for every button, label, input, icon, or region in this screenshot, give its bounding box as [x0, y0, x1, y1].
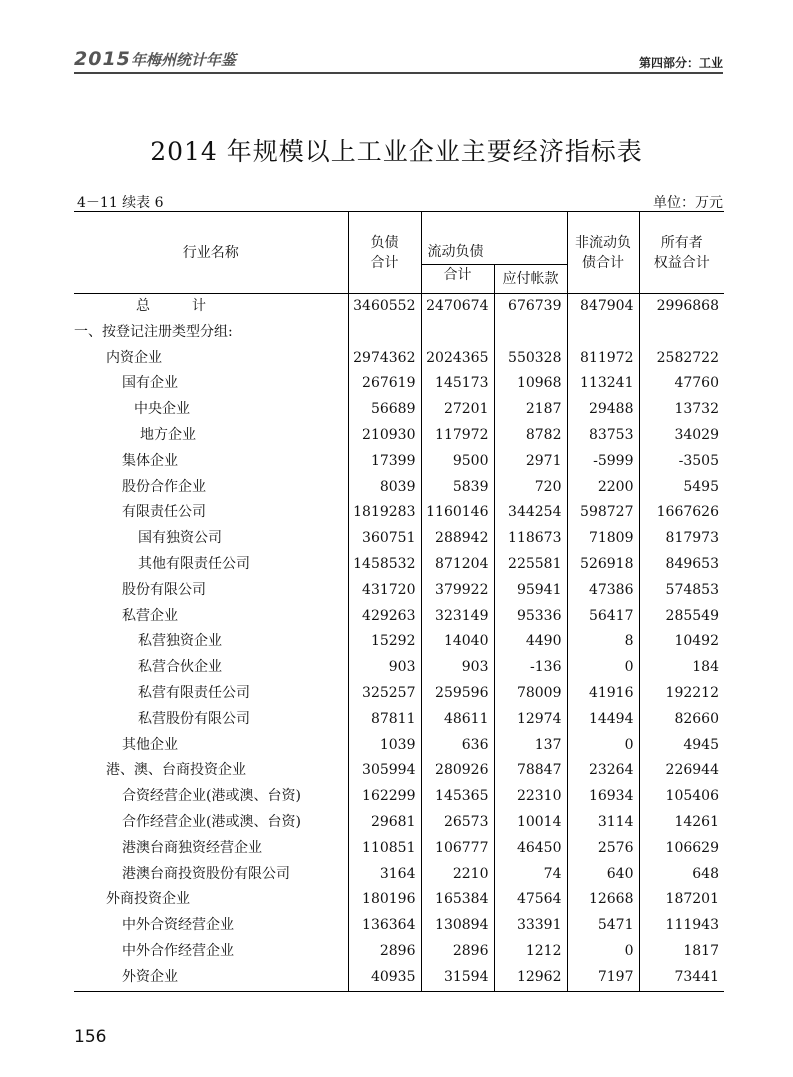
row-name: 港澳台商独资经营企业 [122, 839, 262, 856]
row-value: 10492 [639, 629, 724, 655]
table-row [74, 449, 724, 475]
row-value: 145365 [421, 784, 494, 810]
table-row [74, 500, 724, 526]
row-value: 2896 [348, 939, 421, 965]
row-value: 3164 [348, 862, 421, 888]
row-name: 其他企业 [122, 736, 178, 753]
row-value: 526918 [567, 552, 639, 578]
table-row [74, 371, 724, 397]
row-value: 34029 [639, 423, 724, 449]
row-value: 47564 [494, 887, 567, 913]
row-value: 903 [421, 655, 494, 681]
table-row [74, 836, 724, 862]
row-value: 2576 [567, 836, 639, 862]
row-value: 46450 [494, 836, 567, 862]
row-name: 外商投资企业 [106, 891, 190, 908]
row-name: 内资企业 [106, 349, 162, 366]
row-value: 47386 [567, 578, 639, 604]
row-value: 811972 [567, 346, 639, 372]
table-row [74, 810, 724, 836]
row-value: 4490 [494, 629, 567, 655]
row-value: 2187 [494, 397, 567, 423]
row-value: 10014 [494, 810, 567, 836]
row-value: 29488 [567, 397, 639, 423]
row-value [348, 320, 421, 346]
table-row [74, 552, 724, 578]
table-row [74, 733, 724, 759]
table-row [74, 397, 724, 423]
row-value: 226944 [639, 758, 724, 784]
row-value: 16934 [567, 784, 639, 810]
table-row [74, 578, 724, 604]
row-value: 12974 [494, 707, 567, 733]
row-name: 港、澳、台商投资企业 [106, 762, 246, 779]
row-value: 56689 [348, 397, 421, 423]
row-value: 871204 [421, 552, 494, 578]
row-name: 中外合作经营企业 [122, 942, 234, 959]
row-value: 344254 [494, 500, 567, 526]
col-header-name: 行业名称 [74, 212, 348, 294]
row-name: 股份有限公司 [122, 581, 206, 598]
table-row [74, 423, 724, 449]
row-value: 259596 [421, 681, 494, 707]
row-value: 676739 [494, 294, 567, 320]
row-value: 130894 [421, 913, 494, 939]
table-row [74, 913, 724, 939]
table-row [74, 320, 724, 346]
row-value: 2971 [494, 449, 567, 475]
row-value: 2200 [567, 475, 639, 501]
row-value: -136 [494, 655, 567, 681]
row-value: 720 [494, 475, 567, 501]
row-value: 105406 [639, 784, 724, 810]
row-value: 280926 [421, 758, 494, 784]
row-value: 2470674 [421, 294, 494, 320]
table-row [74, 862, 724, 888]
row-value: 110851 [348, 836, 421, 862]
row-value: 113241 [567, 371, 639, 397]
row-value: 71809 [567, 526, 639, 552]
row-value: 14040 [421, 629, 494, 655]
row-name: 集体企业 [122, 452, 178, 469]
row-value: 2896 [421, 939, 494, 965]
table-body [74, 294, 724, 992]
row-value: 8 [567, 629, 639, 655]
row-value: 187201 [639, 887, 724, 913]
table-row [74, 346, 724, 372]
row-value: 7197 [567, 965, 639, 991]
row-value: 325257 [348, 681, 421, 707]
row-value: 431720 [348, 578, 421, 604]
row-value: 285549 [639, 604, 724, 630]
row-value: 1039 [348, 733, 421, 759]
row-value: 136364 [348, 913, 421, 939]
row-value: 3460552 [348, 294, 421, 320]
row-value: 305994 [348, 758, 421, 784]
row-value: 323149 [421, 604, 494, 630]
row-value [567, 320, 639, 346]
table-code: 4－11 续表 6 [77, 195, 164, 211]
row-value: 83753 [567, 423, 639, 449]
table-row [74, 965, 724, 991]
row-name: 股份合作企业 [122, 478, 206, 495]
row-value [639, 320, 724, 346]
col-header-liabilities: 负债 合计 [348, 212, 421, 294]
row-value: 640 [567, 862, 639, 888]
row-value: 111943 [639, 913, 724, 939]
row-value [421, 320, 494, 346]
row-name: 其他有限责任公司 [138, 555, 250, 572]
row-value: 14494 [567, 707, 639, 733]
row-name: 中外合资经营企业 [122, 917, 234, 934]
row-name: 私营独资企业 [138, 633, 222, 650]
row-value: 1667626 [639, 500, 724, 526]
row-name: 合资经营企业(港或澳、台资) [122, 788, 301, 805]
row-value: 118673 [494, 526, 567, 552]
row-value: 10968 [494, 371, 567, 397]
row-value: 145173 [421, 371, 494, 397]
row-value: 95336 [494, 604, 567, 630]
row-value: 379922 [421, 578, 494, 604]
row-value: 5839 [421, 475, 494, 501]
row-value: 3114 [567, 810, 639, 836]
row-value: 56417 [567, 604, 639, 630]
yearbook-header [74, 48, 236, 70]
row-value: 8782 [494, 423, 567, 449]
row-value: 849653 [639, 552, 724, 578]
row-value: 12668 [567, 887, 639, 913]
row-value: 106629 [639, 836, 724, 862]
row-name: 总 计 [136, 298, 206, 314]
row-value: 74 [494, 862, 567, 888]
row-name: 地方企业 [140, 426, 196, 443]
row-value: 22310 [494, 784, 567, 810]
row-name: 私营合伙企业 [138, 659, 222, 676]
section-label: 第四部分：工业 [638, 56, 723, 70]
row-value: 87811 [348, 707, 421, 733]
row-value: 31594 [421, 965, 494, 991]
row-value: 14261 [639, 810, 724, 836]
row-value: 15292 [348, 629, 421, 655]
page-number: 156 [74, 1027, 107, 1047]
row-name: 中央企业 [134, 401, 190, 418]
row-name: 国有独资公司 [138, 530, 222, 547]
table-row [74, 604, 724, 630]
row-value: -5999 [567, 449, 639, 475]
row-value: 78847 [494, 758, 567, 784]
row-value [494, 320, 567, 346]
row-name: 国有企业 [122, 375, 178, 392]
row-value: 73441 [639, 965, 724, 991]
row-value: 41916 [567, 681, 639, 707]
row-value: 2210 [421, 862, 494, 888]
row-value: 180196 [348, 887, 421, 913]
row-value: 429263 [348, 604, 421, 630]
page-title: 2014 年规模以上工业企业主要经济指标表 [150, 137, 643, 166]
indicator-table [74, 211, 724, 992]
table-row [74, 939, 724, 965]
row-value: 636 [421, 733, 494, 759]
row-value: 288942 [421, 526, 494, 552]
row-value: 2582722 [639, 346, 724, 372]
row-name: 私营企业 [122, 607, 178, 624]
col-header-current: 流动负债 [421, 239, 567, 265]
row-value: 0 [567, 655, 639, 681]
table-row [74, 655, 724, 681]
row-value: 1212 [494, 939, 567, 965]
table-row [74, 887, 724, 913]
row-value: 5495 [639, 475, 724, 501]
row-value: 26573 [421, 810, 494, 836]
row-value: 8039 [348, 475, 421, 501]
row-value: 9500 [421, 449, 494, 475]
row-value: 210930 [348, 423, 421, 449]
yearbook-name: 年梅州统计年鉴 [130, 51, 236, 69]
table-row [74, 784, 724, 810]
row-value: 117972 [421, 423, 494, 449]
row-value: 17399 [348, 449, 421, 475]
col-header-noncurrent: 非流动负 债合计 [567, 212, 639, 294]
row-value: 12962 [494, 965, 567, 991]
header-rule [74, 72, 723, 74]
col-header-accounts-payable: 应付帐款 [494, 265, 567, 294]
row-value: 33391 [494, 913, 567, 939]
row-value: 29681 [348, 810, 421, 836]
row-value: 360751 [348, 526, 421, 552]
table-row [74, 681, 724, 707]
row-value: 0 [567, 733, 639, 759]
row-value: 574853 [639, 578, 724, 604]
row-value: 1819283 [348, 500, 421, 526]
table-row [74, 294, 724, 320]
row-value: 847904 [567, 294, 639, 320]
row-value: 78009 [494, 681, 567, 707]
row-name: 合作经营企业(港或澳、台资) [122, 813, 301, 830]
col-header-equity: 所有者 权益合计 [639, 212, 724, 294]
row-value: 95941 [494, 578, 567, 604]
row-value: 267619 [348, 371, 421, 397]
row-value: 27201 [421, 397, 494, 423]
row-value: 184 [639, 655, 724, 681]
row-value: 162299 [348, 784, 421, 810]
row-name: 一、按登记注册类型分组: [74, 323, 233, 340]
row-value: 225581 [494, 552, 567, 578]
row-value: 23264 [567, 758, 639, 784]
row-value: 40935 [348, 965, 421, 991]
row-name: 港澳台商投资股份有限公司 [122, 865, 290, 882]
row-value: 2024365 [421, 346, 494, 372]
row-name: 私营有限责任公司 [138, 684, 250, 701]
row-value: 106777 [421, 836, 494, 862]
table-row [74, 629, 724, 655]
row-value: 47760 [639, 371, 724, 397]
row-value: 48611 [421, 707, 494, 733]
row-value: 5471 [567, 913, 639, 939]
row-name: 外资企业 [74, 965, 348, 991]
row-value: 817973 [639, 526, 724, 552]
row-value: 903 [348, 655, 421, 681]
row-value: 192212 [639, 681, 724, 707]
col-header-current-total: 合计 [421, 265, 494, 294]
row-value: 82660 [639, 707, 724, 733]
row-value: 1160146 [421, 500, 494, 526]
table-row [74, 526, 724, 552]
row-value: 1458532 [348, 552, 421, 578]
row-value: 598727 [567, 500, 639, 526]
row-value: 1817 [639, 939, 724, 965]
row-value: 550328 [494, 346, 567, 372]
row-value: -3505 [639, 449, 724, 475]
row-value: 137 [494, 733, 567, 759]
row-value: 2974362 [348, 346, 421, 372]
row-value: 13732 [639, 397, 724, 423]
row-value: 648 [639, 862, 724, 888]
row-name: 有限责任公司 [122, 504, 206, 521]
row-value: 2996868 [639, 294, 724, 320]
row-name: 私营股份有限公司 [138, 710, 250, 727]
row-value: 165384 [421, 887, 494, 913]
table-row [74, 707, 724, 733]
row-value: 4945 [639, 733, 724, 759]
unit-label: 单位：万元 [653, 195, 723, 211]
table-row [74, 758, 724, 784]
row-value: 0 [567, 939, 639, 965]
table-row [74, 475, 724, 501]
yearbook-year: 2015 [74, 48, 131, 70]
